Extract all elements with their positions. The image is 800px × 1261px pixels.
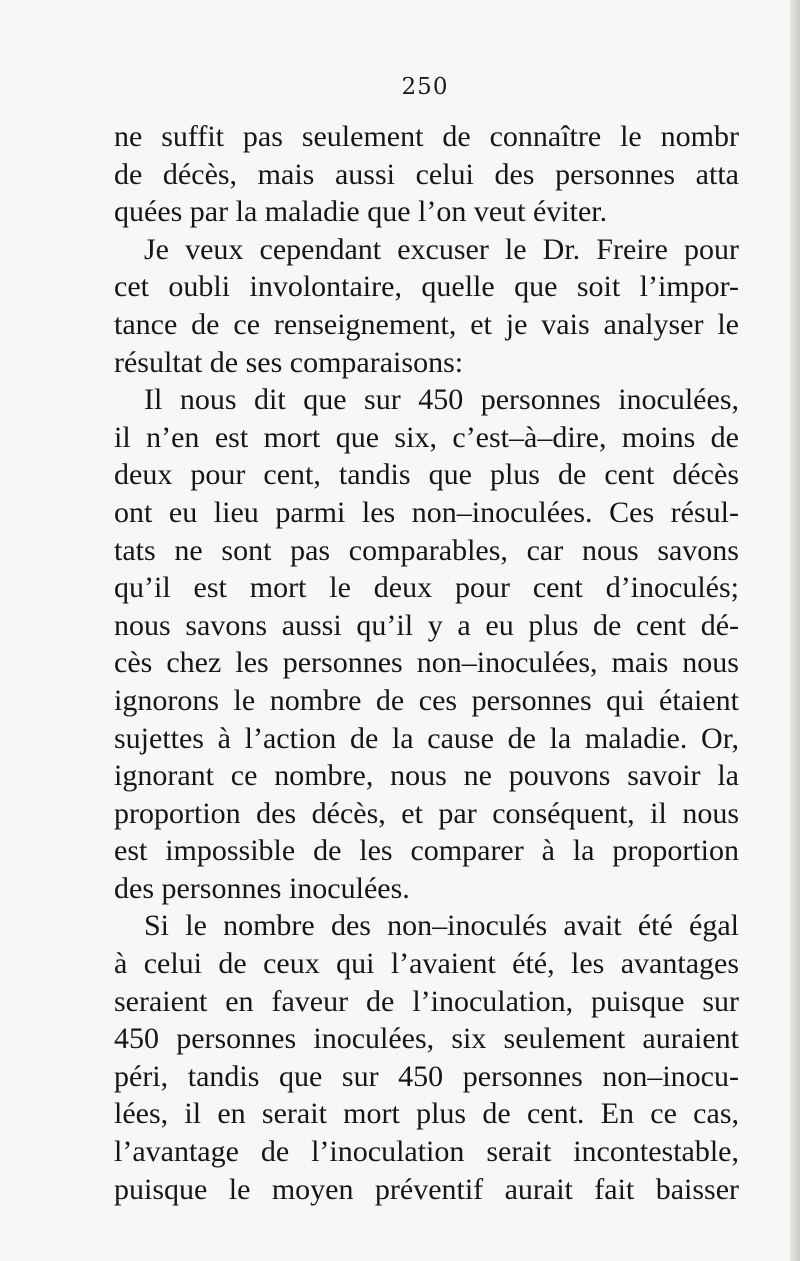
text-line: à celui de ceux qui l’avaient été, les avantages [114,947,739,981]
text-line: deux pour cent, tandis que plus de cent décès [114,458,739,492]
text-line: cès chez les personnes non–inoculées, mais nous [114,646,739,680]
text-line: proportion des décès, et par conséquent, il nous [114,796,739,830]
text-line: péri, tandis que sur 450 personnes non–inocu- [114,1059,739,1093]
text-line: ignorant ce nombre, nous ne pouvons savoir la [114,759,739,793]
text-line: ignorons le nombre de ces personnes qui étaient [114,683,739,717]
page-edge [790,0,800,1261]
text-line: 450 personnes inoculées, six seulement auraient [114,1022,739,1056]
text-line: tance de ce renseignement, et je vais analyser le [114,307,739,341]
text-line: seraient en faveur de l’inoculation, puisque sur [114,984,739,1018]
page-number: 250 [401,74,449,100]
text-line: ne suffit pas seulement de connaître le nombr [114,120,739,153]
text-line: Il nous dit que sur 450 personnes inoculées, [144,383,739,417]
text-line: des personnes inoculées. [114,871,410,905]
text-line: sujettes à l’action de la cause de la maladie. Or, [114,721,739,755]
text-line: lées, il en serait mort plus de cent. En ce cas, [114,1097,739,1131]
text-line: ont eu lieu parmi les non–inoculées. Ces résul- [114,495,739,529]
text-line: Je veux cependant excuser le Dr. Freire pour [144,232,739,266]
text-line: il n’en est mort que six, c’est–à–dire, moins de [114,420,739,454]
text-line: de décès, mais aussi celui des personnes atta [114,157,739,191]
text-line: résultat de ses comparaisons: [114,345,464,379]
text-line: qu’il est mort le deux pour cent d’inoculés; [114,571,739,605]
text-line: nous savons aussi qu’il y a eu plus de cent dé- [114,608,739,642]
text-line: puisque le moyen préventif aurait fait baisser [114,1172,739,1206]
text-line: quées par la maladie que l’on veut éviter. [114,195,608,229]
text-line: l’avantage de l’inoculation serait incontestable, [114,1135,739,1169]
text-line: Si le nombre des non–inoculés avait été égal [144,909,739,943]
text-line: tats ne sont pas comparables, car nous savons [114,533,739,567]
text-line: est impossible de les comparer à la proportion [114,834,739,868]
text-line: cet oubli involontaire, quelle que soit l’impor- [114,270,739,304]
body-text [114,118,739,1208]
